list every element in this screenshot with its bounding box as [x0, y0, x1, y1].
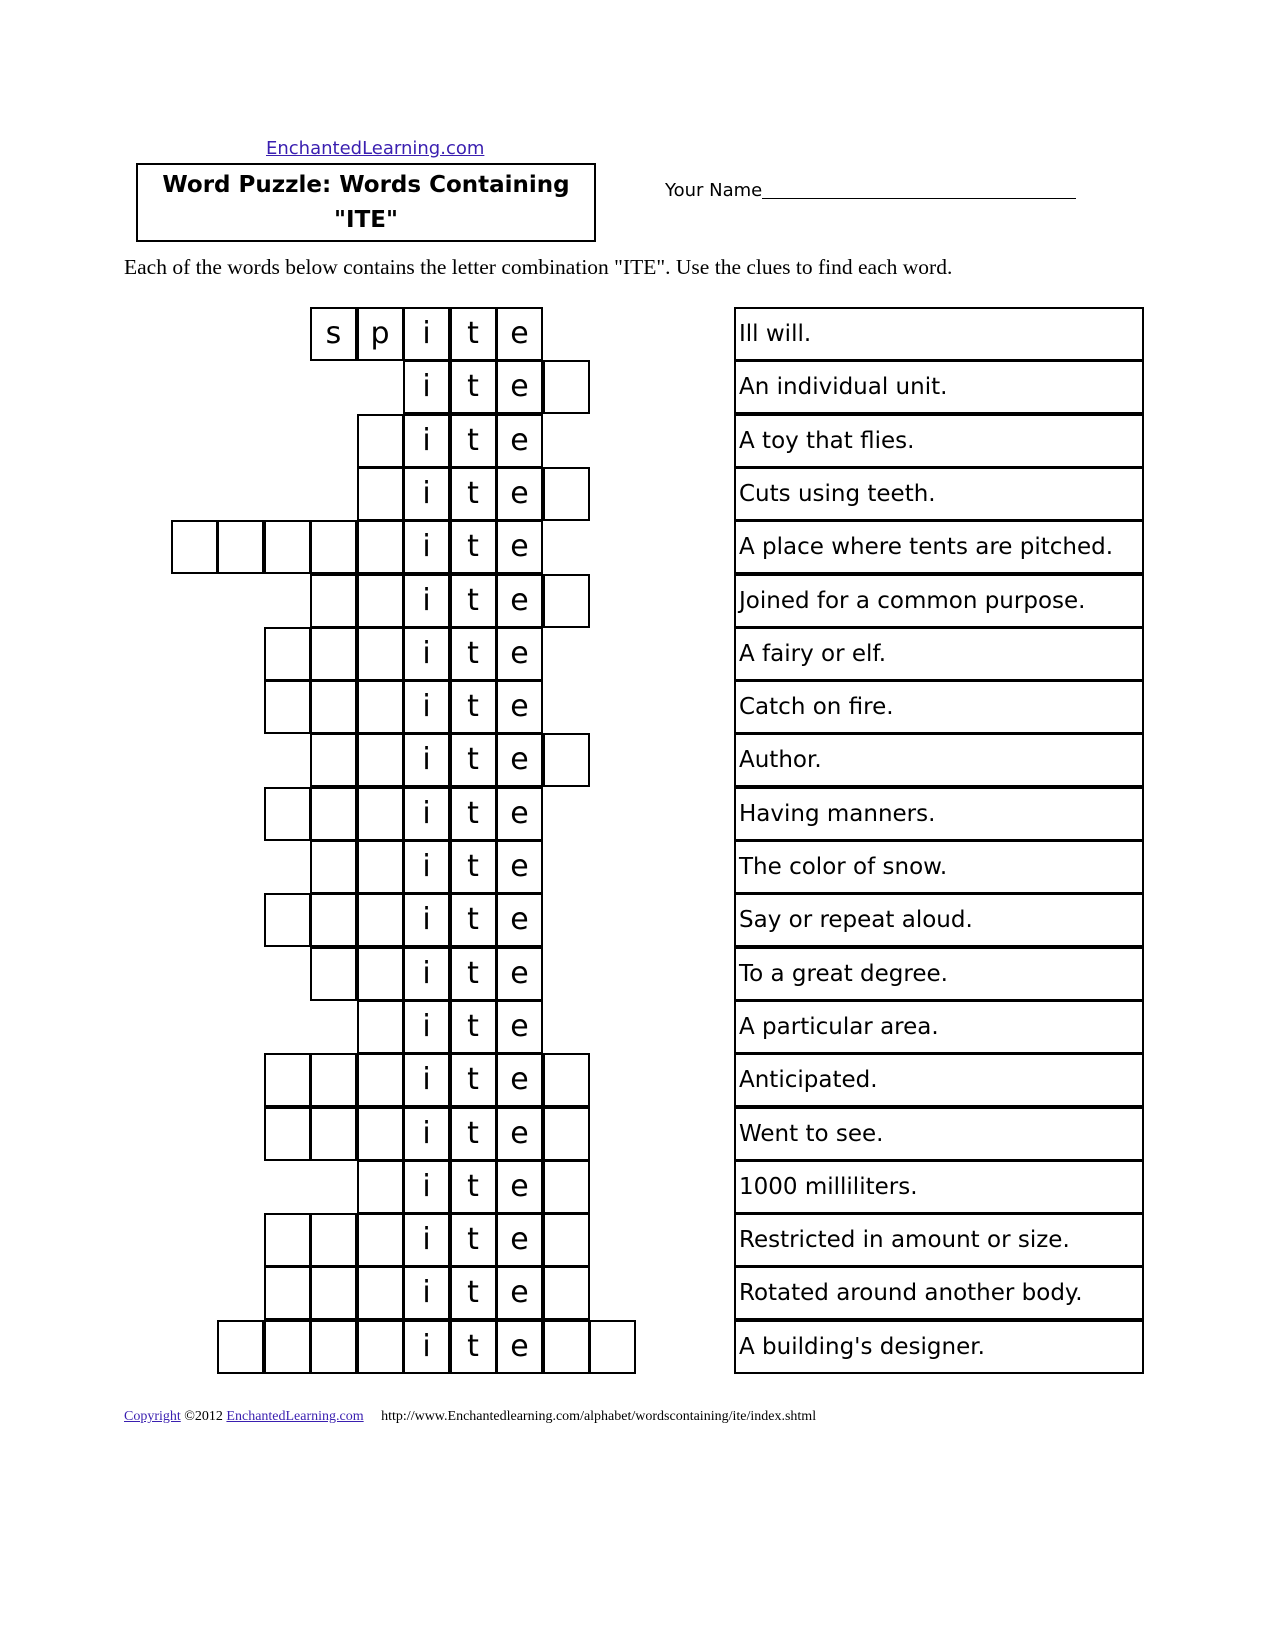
- answer-cell[interactable]: [357, 1213, 404, 1267]
- clue-text: Rotated around another body.: [734, 1266, 1144, 1320]
- fixed-letter-cell: t: [450, 1213, 497, 1267]
- fixed-letter-cell: t: [450, 947, 497, 1001]
- clue-text: A place where tents are pitched.: [734, 520, 1144, 574]
- fixed-letter-cell: e: [496, 680, 543, 734]
- clue-text: 1000 milliliters.: [734, 1160, 1144, 1214]
- name-label: Your Name: [665, 180, 763, 201]
- footer: [124, 1409, 816, 1425]
- answer-cell[interactable]: [357, 520, 404, 574]
- answer-cell[interactable]: [543, 733, 590, 787]
- fixed-letter-cell: e: [496, 627, 543, 681]
- fixed-letter-cell: t: [450, 733, 497, 787]
- answer-cell[interactable]: [310, 947, 357, 1001]
- fixed-letter-cell: i: [403, 680, 450, 734]
- clue-text: An individual unit.: [734, 360, 1144, 414]
- answer-cell[interactable]: [264, 627, 311, 681]
- answer-cell[interactable]: [357, 947, 404, 1001]
- fixed-letter-cell: i: [403, 787, 450, 841]
- answer-cell[interactable]: [264, 680, 311, 734]
- clue-text: Author.: [734, 733, 1144, 787]
- fixed-letter-cell: t: [450, 1266, 497, 1320]
- fixed-letter-cell: e: [496, 1107, 543, 1161]
- fixed-letter-cell: e: [496, 520, 543, 574]
- fixed-letter-cell: e: [496, 1053, 543, 1107]
- fixed-letter-cell: e: [496, 787, 543, 841]
- clue-text: Joined for a common purpose.: [734, 574, 1144, 628]
- answer-cell[interactable]: [310, 733, 357, 787]
- answer-cell[interactable]: [310, 893, 357, 947]
- fixed-letter-cell: t: [450, 840, 497, 894]
- name-line: [762, 198, 1076, 199]
- fixed-letter-cell: t: [450, 893, 497, 947]
- answer-cell[interactable]: [357, 1053, 404, 1107]
- answer-cell[interactable]: [357, 1266, 404, 1320]
- answer-cell[interactable]: [543, 1213, 590, 1267]
- fixed-letter-cell: t: [450, 627, 497, 681]
- answer-cell[interactable]: [171, 520, 218, 574]
- fixed-letter-cell: e: [496, 574, 543, 628]
- answer-cell[interactable]: [217, 520, 264, 574]
- answer-cell[interactable]: [357, 733, 404, 787]
- answer-cell[interactable]: [357, 1000, 404, 1054]
- answer-cell[interactable]: [310, 1213, 357, 1267]
- fixed-letter-cell: e: [496, 840, 543, 894]
- answer-cell[interactable]: [357, 1107, 404, 1161]
- answer-cell[interactable]: [357, 574, 404, 628]
- answer-cell[interactable]: [264, 1213, 311, 1267]
- answer-cell[interactable]: p: [357, 307, 404, 361]
- fixed-letter-cell: t: [450, 680, 497, 734]
- answer-cell[interactable]: [357, 627, 404, 681]
- clue-text: Cuts using teeth.: [734, 467, 1144, 521]
- answer-cell[interactable]: [589, 1320, 636, 1374]
- fixed-letter-cell: e: [496, 467, 543, 521]
- answer-cell[interactable]: [264, 1053, 311, 1107]
- answer-cell[interactable]: [310, 520, 357, 574]
- fixed-letter-cell: i: [403, 414, 450, 468]
- clue-text: Went to see.: [734, 1107, 1144, 1161]
- answer-cell[interactable]: [357, 1320, 404, 1374]
- clue-text: Restricted in amount or size.: [734, 1213, 1144, 1267]
- copyright-year: ©2012: [184, 1409, 223, 1424]
- answer-cell[interactable]: [357, 787, 404, 841]
- fixed-letter-cell: i: [403, 893, 450, 947]
- answer-cell[interactable]: [543, 1160, 590, 1214]
- clue-text: Anticipated.: [734, 1053, 1144, 1107]
- answer-cell[interactable]: s: [310, 307, 357, 361]
- clue-text: A particular area.: [734, 1000, 1144, 1054]
- fixed-letter-cell: e: [496, 1266, 543, 1320]
- answer-cell[interactable]: [310, 1053, 357, 1107]
- fixed-letter-cell: e: [496, 1000, 543, 1054]
- fixed-letter-cell: e: [496, 1213, 543, 1267]
- fixed-letter-cell: i: [403, 467, 450, 521]
- answer-cell[interactable]: [543, 1107, 590, 1161]
- answer-cell[interactable]: [264, 787, 311, 841]
- fixed-letter-cell: i: [403, 1160, 450, 1214]
- clue-text: Having manners.: [734, 787, 1144, 841]
- answer-cell[interactable]: [357, 1160, 404, 1214]
- answer-cell[interactable]: [357, 840, 404, 894]
- answer-cell[interactable]: [357, 893, 404, 947]
- fixed-letter-cell: i: [403, 360, 450, 414]
- fixed-letter-cell: i: [403, 947, 450, 1001]
- site-link[interactable]: EnchantedLearning.com: [266, 138, 485, 159]
- fixed-letter-cell: e: [496, 893, 543, 947]
- instructions: Each of the words below contains the letter combination "ITE". Use the clues to find each word.: [124, 255, 953, 279]
- answer-cell[interactable]: [264, 520, 311, 574]
- answer-cell[interactable]: [310, 627, 357, 681]
- fixed-letter-cell: t: [450, 1107, 497, 1161]
- clue-text: Say or repeat aloud.: [734, 893, 1144, 947]
- clue-text: A building's designer.: [734, 1320, 1144, 1374]
- answer-cell[interactable]: [310, 680, 357, 734]
- fixed-letter-cell: i: [403, 840, 450, 894]
- fixed-letter-cell: i: [403, 733, 450, 787]
- answer-cell[interactable]: [543, 360, 590, 414]
- answer-cell[interactable]: [357, 414, 404, 468]
- fixed-letter-cell: t: [450, 307, 497, 361]
- fixed-letter-cell: i: [403, 1213, 450, 1267]
- answer-cell[interactable]: [310, 840, 357, 894]
- fixed-letter-cell: e: [496, 414, 543, 468]
- clue-text: The color of snow.: [734, 840, 1144, 894]
- fixed-letter-cell: t: [450, 467, 497, 521]
- answer-cell[interactable]: [310, 1266, 357, 1320]
- fixed-letter-cell: i: [403, 520, 450, 574]
- answer-cell[interactable]: [264, 893, 311, 947]
- fixed-letter-cell: t: [450, 1000, 497, 1054]
- fixed-letter-cell: i: [403, 1053, 450, 1107]
- fixed-letter-cell: i: [403, 1000, 450, 1054]
- fixed-letter-cell: i: [403, 627, 450, 681]
- fixed-letter-cell: e: [496, 1160, 543, 1214]
- fixed-letter-cell: t: [450, 1053, 497, 1107]
- answer-cell[interactable]: [357, 680, 404, 734]
- fixed-letter-cell: t: [450, 360, 497, 414]
- fixed-letter-cell: t: [450, 787, 497, 841]
- answer-cell[interactable]: [543, 1320, 590, 1374]
- answer-cell[interactable]: [543, 1053, 590, 1107]
- fixed-letter-cell: e: [496, 307, 543, 361]
- fixed-letter-cell: e: [496, 1320, 543, 1374]
- copyright-link[interactable]: Copyright: [124, 1409, 181, 1424]
- fixed-letter-cell: i: [403, 307, 450, 361]
- clue-text: Catch on fire.: [734, 680, 1144, 734]
- fixed-letter-cell: t: [450, 414, 497, 468]
- answer-cell[interactable]: [264, 1266, 311, 1320]
- answer-cell[interactable]: [310, 574, 357, 628]
- clue-text: A fairy or elf.: [734, 627, 1144, 681]
- answer-cell[interactable]: [543, 467, 590, 521]
- page-url: http://www.Enchantedlearning.com/alphabet/wordscontaining/ite/index.shtml: [381, 1409, 817, 1424]
- fixed-letter-cell: i: [403, 574, 450, 628]
- fixed-letter-cell: i: [403, 1320, 450, 1374]
- answer-cell[interactable]: [310, 1107, 357, 1161]
- clue-text: To a great degree.: [734, 947, 1144, 1001]
- fixed-letter-cell: i: [403, 1266, 450, 1320]
- answer-cell[interactable]: [357, 467, 404, 521]
- answer-cell[interactable]: [310, 787, 357, 841]
- fixed-letter-cell: t: [450, 1320, 497, 1374]
- fixed-letter-cell: t: [450, 520, 497, 574]
- answer-cell[interactable]: [264, 1320, 311, 1374]
- fixed-letter-cell: t: [450, 1160, 497, 1214]
- fixed-letter-cell: i: [403, 1107, 450, 1161]
- answer-cell[interactable]: [217, 1320, 264, 1374]
- answer-cell[interactable]: [543, 1266, 590, 1320]
- clue-text: Ill will.: [734, 307, 1144, 361]
- fixed-letter-cell: e: [496, 360, 543, 414]
- footer-site-link[interactable]: EnchantedLearning.com: [226, 1409, 364, 1424]
- fixed-letter-cell: e: [496, 733, 543, 787]
- fixed-letter-cell: e: [496, 947, 543, 1001]
- worksheet-title: Word Puzzle: Words Containing "ITE": [136, 163, 596, 242]
- answer-cell[interactable]: [310, 1320, 357, 1374]
- fixed-letter-cell: t: [450, 574, 497, 628]
- answer-cell[interactable]: [264, 1107, 311, 1161]
- answer-cell[interactable]: [543, 574, 590, 628]
- clue-text: A toy that flies.: [734, 414, 1144, 468]
